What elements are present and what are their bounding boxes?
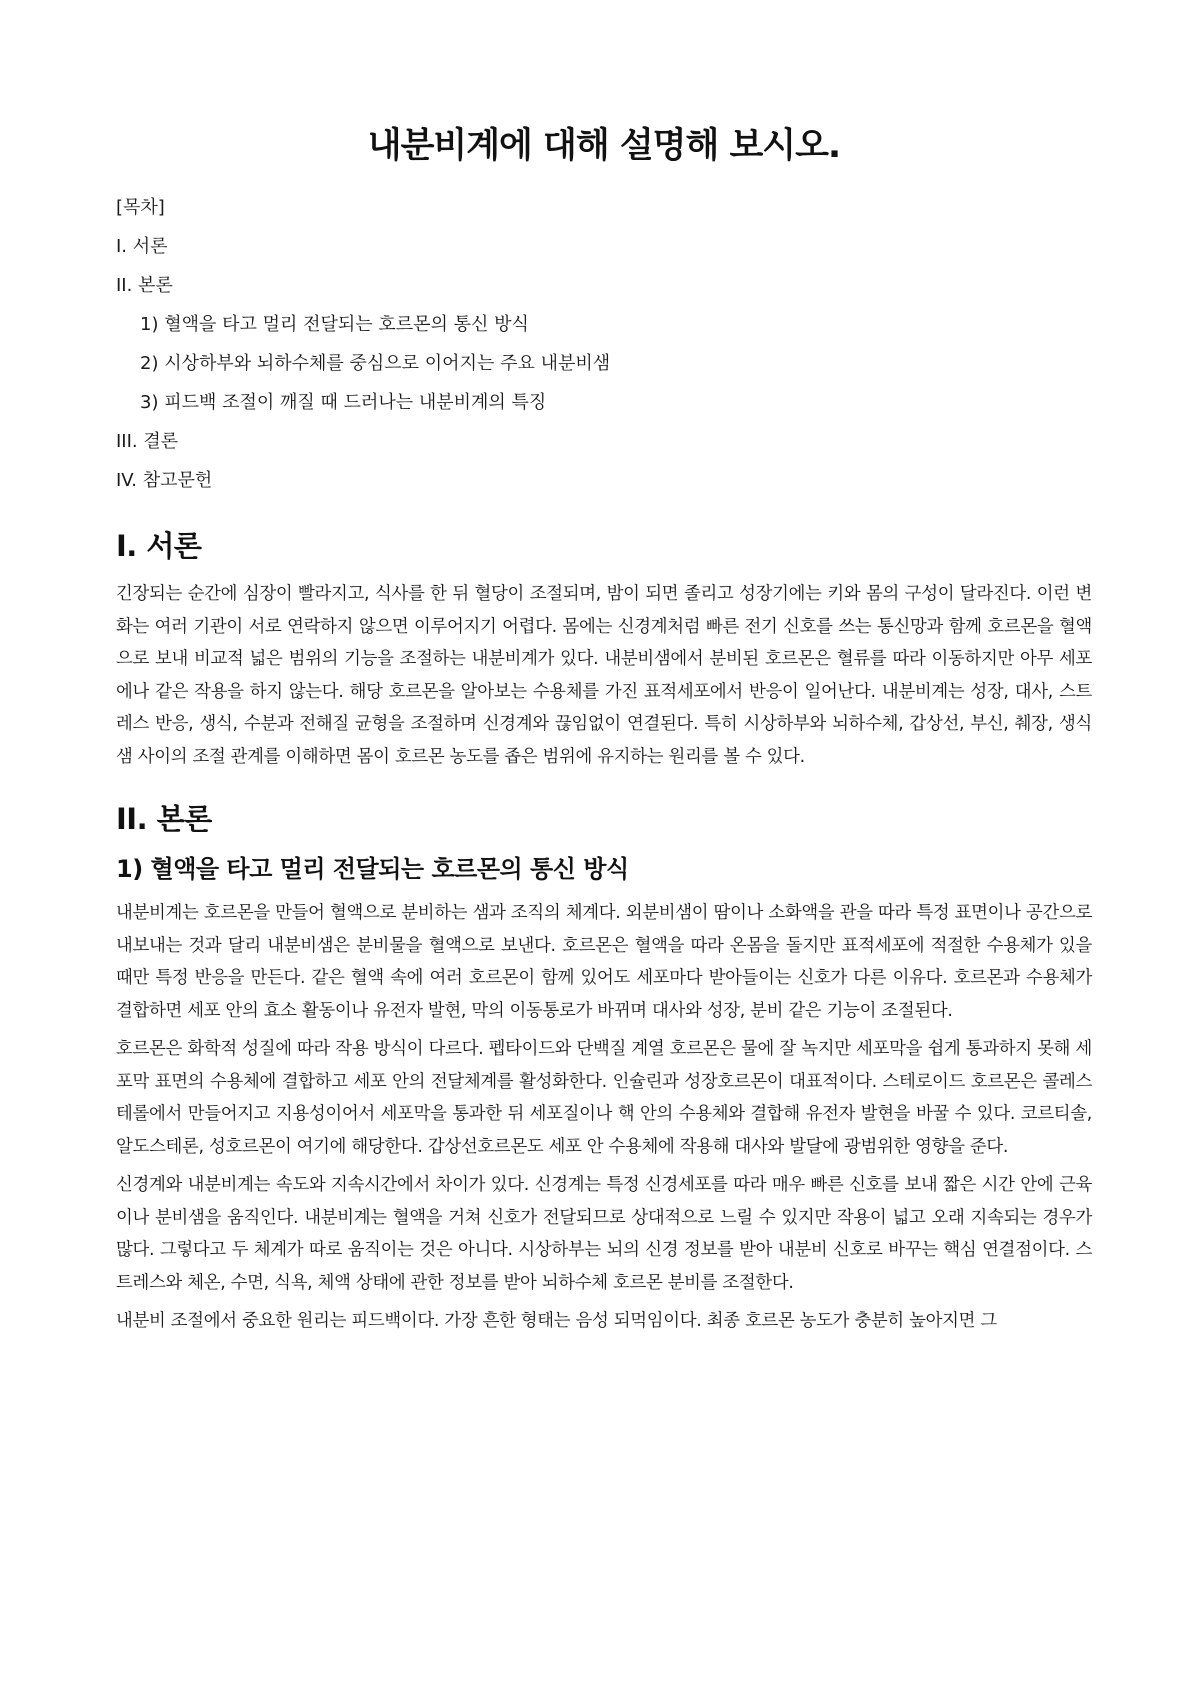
- document-title: 내분비계에 대해 설명해 보시오.: [367, 126, 841, 166]
- toc-item-body-2: 2) 시상하부와 뇌하수체를 중심으로 이어지는 주요 내분비샘: [140, 353, 611, 374]
- section-heading-body: II. 본론: [116, 802, 212, 836]
- toc-item-body: II. 본론: [116, 275, 173, 296]
- toc-heading: [목차]: [116, 197, 165, 218]
- body-paragraph-1: 내분비계는 호르몬을 만들어 혈액으로 분비하는 샘과 조직의 체계다. 외분비샘이 땀이나 소화액을 관을 따라 특정 표면이나 공간으로 내보내는 것과 달리 내분비샘은 분비물을 혈액으로 보낸다. 호르몬은 혈액을 따라 온몸을 돌지만 표적세포에 적절한 수용체가 있을 때만 특정 반응을 만든다. 같은 혈액 속에 여러 호르몬이 함께 있어도 세포마다 받아들이는 신호가 다른 이유다. 호르몬과 수용체가 결합하면 세포 안의 효소 활동이나 유전자 발현, 막의 이동통로가 바뀌며 대사와 성장, 분비 같은 기능이 조절된다.: [116, 903, 1092, 1021]
- toc-item-body-3: 3) 피드백 조절이 깨질 때 드러나는 내분비계의 특징: [140, 392, 547, 413]
- body-paragraph-4: 내분비 조절에서 중요한 원리는 피드백이다. 가장 흔한 형태는 음성 되먹임이다. 최종 호르몬 농도가 충분히 높아지면 그: [116, 1311, 997, 1331]
- toc-item-body-1: 1) 혈액을 타고 멀리 전달되는 호르몬의 통신 방식: [140, 314, 529, 335]
- section-heading-intro: I. 서론: [116, 529, 202, 563]
- body-paragraph-3: 신경계와 내분비계는 속도와 지속시간에서 차이가 있다. 신경계는 특정 신경세포를 따라 매우 빠른 신호를 보내 짧은 시간 안에 근육이나 분비샘을 움직인다. 내분비계는 혈액을 거쳐 신호가 전달되므로 상대적으로 느릴 수 있지만 작용이 넓고 오래 지속되는 경우가 많다. 그렇다고 두 체계가 따로 움직이는 것은 아니다. 시상하부는 뇌의 신경 정보를 받아 내분비 신호로 바꾸는 핵심 연결점이다. 스트레스와 체온, 수면, 식욕, 체액 상태에 관한 정보를 받아 뇌하수체 호르몬 분비를 조절한다.: [116, 1175, 1092, 1293]
- section-intro: [116, 526, 1092, 773]
- toc-item-references: IV. 참고문헌: [116, 470, 213, 491]
- intro-paragraph: 긴장되는 순간에 심장이 빨라지고, 식사를 한 뒤 혈당이 조절되며, 밤이 되면 졸리고 성장기에는 키와 몸의 구성이 달라진다. 이런 변화는 여러 기관이 서로 연락하지 않으면 이루어지기 어렵다. 몸에는 신경계처럼 빠른 전기 신호를 쓰는 통신망과 함께 호르몬을 혈액으로 보내 비교적 넓은 범위의 기능을 조절하는 내분비계가 있다. 내분비샘에서 분비된 호르몬은 혈류를 따라 이동하지만 아무 세포에나 같은 작용을 하지 않는다. 해당 호르몬을 알아보는 수용체를 가진 표적세포에서 반응이 일어난다. 내분비계는 성장, 대사, 스트레스 반응, 생식, 수분과 전해질 균형을 조절하며 신경계와 끊임없이 연결된다. 특히 시상하부와 뇌하수체, 갑상선, 부신, 췌장, 생식샘 사이의 조절 관계를 이해하면 몸이 호르몬 농도를 좁은 범위에 유지하는 원리를 볼 수 있다.: [116, 584, 1092, 767]
- body-paragraph-2: 호르몬은 화학적 성질에 따라 작용 방식이 다르다. 펩타이드와 단백질 계열 호르몬은 물에 잘 녹지만 세포막을 쉽게 통과하지 못해 세포막 표면의 수용체에 결합하고 세포 안의 전달체계를 활성화한다. 인슐린과 성장호르몬이 대표적이다. 스테로이드 호르몬은 콜레스테롤에서 만들어지고 지용성이어서 세포막을 통과한 뒤 세포질이나 핵 안의 수용체와 결합해 유전자 발현을 바꿀 수 있다. 코르티솔, 알도스테론, 성호르몬이 여기에 해당한다. 갑상선호르몬도 세포 안 수용체에 작용해 대사와 발달에 광범위한 영향을 준다.: [116, 1039, 1092, 1157]
- toc-item-conclusion: III. 결론: [116, 431, 179, 452]
- toc-item-intro: I. 서론: [116, 236, 168, 257]
- table-of-contents: [116, 188, 1092, 500]
- subsection-heading-1: 1) 혈액을 타고 멀리 전달되는 호르몬의 통신 방식: [116, 855, 629, 883]
- section-body: [116, 799, 1092, 1338]
